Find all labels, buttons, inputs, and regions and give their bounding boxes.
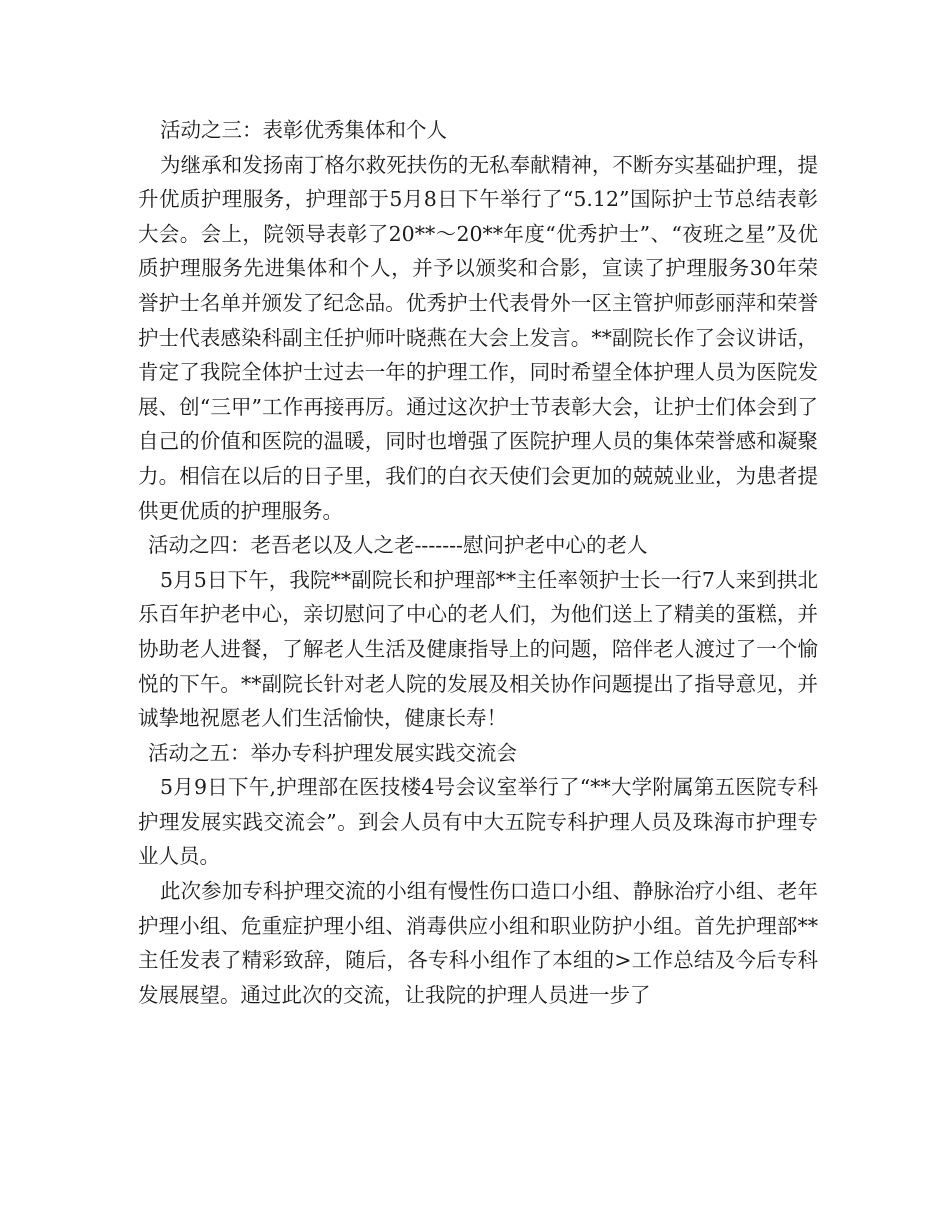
paragraph: 此次参加专科护理交流的小组有慢性伤口造口小组、静脉治疗小组、老年护理小组、危重症护理小组、消毒供应小组和职业防护小组。首先护理部**主任发表了精彩致辞，随后，各专科小组作了本组的>工作总结及今后专科发展展望。通过此次的交流，让我院的护理人员进一步了 (138, 879, 818, 1007)
paragraph: 为继承和发扬南丁格尔救死扶伤的无私奉献精神，不断夯实基础护理，提升优质护理服务，护理部于5月8日下午举行了“5.12”国际护士节总结表彰大会。会上，院领导表彰了20**～20**年度“优秀护士”、“夜班之星”及优质护理服务先进集体和个人，并予以颁奖和合影，宣读了护理服务30年荣誉护士名单并颁发了纪念品。优秀护士代表骨外一区主管护师彭丽萍和荣誉护士代表感染科副主任护师叶晓燕在大会上发言。**副院长作了会议讲话，肯定了我院全体护士过去一年的护理工作，同时希望全体护理人员为医院发展、创“三甲”工作再接再厉。通过这次护士节表彰大会，让护士们体会到了自己的价值和医院的温暖，同时也增强了医院护理人员的集体荣誉感和凝聚力。相信在以后的日子里，我们的白衣天使们会更加的兢兢业业，为患者提供更优质的护理服务。 (138, 152, 818, 523)
section-heading: 活动之五：举办专科护理发展实践交流会 (148, 740, 517, 765)
section-heading: 活动之三：表彰优秀集体和个人 (160, 118, 447, 142)
paragraph: 5月9日下午,护理部在医技楼4号会议室举行了“**大学附属第五医院专科护理发展实践交流会”。到会人员有中大五院专科护理人员及珠海市护理专业人员。 (138, 775, 818, 869)
document-body (138, 113, 818, 1012)
section-heading: 活动之四：老吾老以及人之老-------慰问护老中心的老人 (148, 533, 648, 558)
paragraph: 5月5日下午，我院**副院长和护理部**主任率领护士长一行7人来到拱北乐百年护老中心，亲切慰问了中心的老人们，为他们送上了精美的蛋糕，并协助老人进餐，了解老人生活及健康指导上的问题，陪伴老人渡过了一个愉悦的下午。**副院长针对老人院的发展及相关协作问题提出了指导意见，并诚挚地祝愿老人们生活愉快，健康长寿！ (138, 567, 818, 731)
